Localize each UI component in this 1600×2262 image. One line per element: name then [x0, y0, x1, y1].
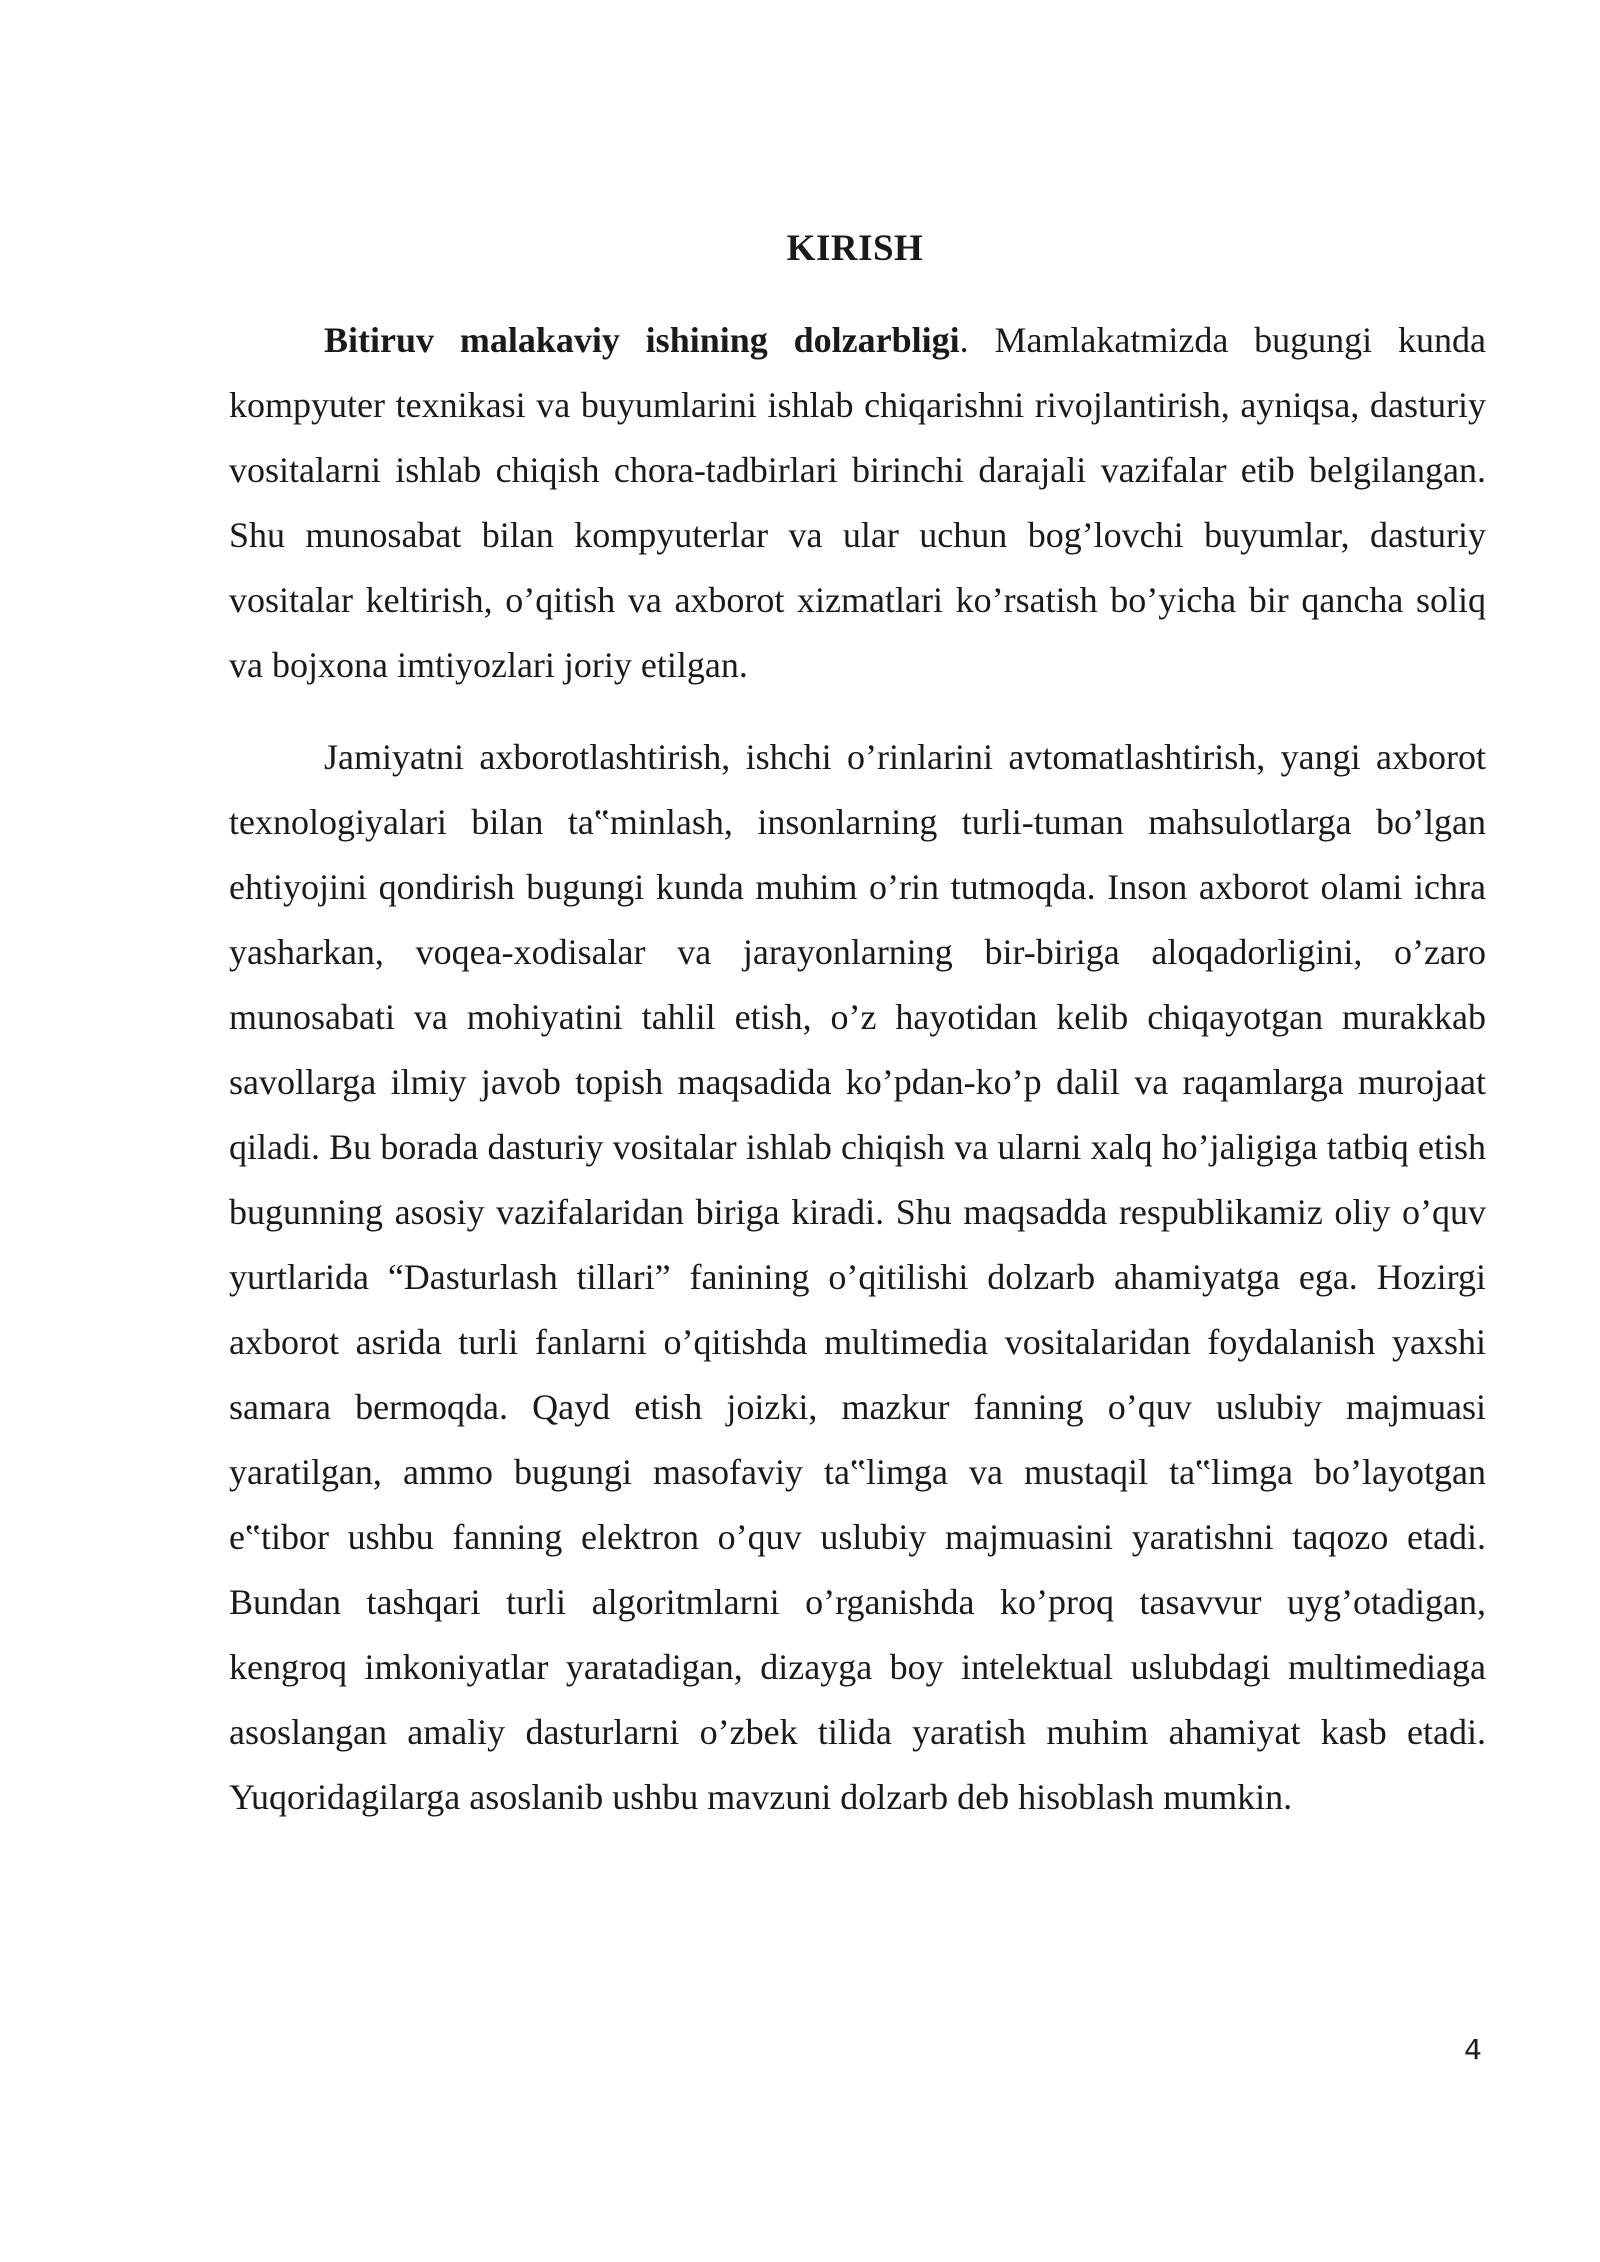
paragraph-informatization: Jamiyatni axborotlashtirish, ishchi o’rinlarini avtomatlashtirish, yangi axborot texnologiyalari bilan ta‟minlash, insonlarning turli-tuman mahsulotlarga bo’lgan ehtiyojini qondirish bugungi kunda muhim o’rin tutmoqda. Inson axborot olami ichra yasharkan, voqea-xodisalar va jarayonlarning bir-biriga aloqadorligini, o’zaro munosabati va mohiyatini tahlil etish, o’z hayotidan kelib chiqayotgan murakkab savollarga ilmiy javob topish maqsadida ko’pdan-ko’p dalil va raqamlarga murojaat qiladi. Bu borada dasturiy vositalar ishlab chiqish va ularni xalq ho’jaligiga tatbiq etish bugunning asosiy vazifalaridan biriga kiradi. Shu maqsadda respublikamiz oliy o’quv yurtlarida “Dasturlash tillari” fanining o’qitilishi dolzarb ahamiyatga ega. Hozirgi axborot asrida turli fanlarni o’qitishda multimedia vositalaridan foydalanish yaxshi samara bermoqda. Qayd etish joizki, mazkur fanning o’quv uslubiy majmuasi yaratilgan, ammo bugungi masofaviy ta‟limga va mustaqil ta‟limga bo’layotgan e‟tibor ushbu fanning elektron o’quv uslubiy majmuasini yaratishni taqozo etadi. Bundan tashqari turli algoritmlarni o’rganishda ko’proq tasavvur uyg’otadigan, kengroq imkoniyatlar yaratadigan, dizayga boy intelektual uslubdagi multimediaga asoslangan amaliy dasturlarni o’zbek tilida yaratish muhim ahamiyat kasb etadi. Yuqoridagilarga asoslanib ushbu mavzuni dolzarb deb hisoblash mumkin. — [229, 737, 1486, 1817]
paragraph-relevance-text: . Mamlakatmizda bugungi kunda kompyuter texnikasi va buyumlarini ishlab chiqarishni rivojlantirish, ayniqsa, dasturiy vositalarni ishlab chiqish chora-tadbirlari birinchi darajali vazifalar etib belgilangan. Shu munosabat bilan kompyuterlar va ular uchun bog’lovchi buyumlar, dasturiy vositalar keltirish, o’qitish va axborot xizmatlari ko’rsatish bo’yicha bir qancha soliq va bojxona imtiyozlari joriy etilgan. — [229, 320, 1486, 685]
paragraph-lead-bold: Bitiruv malakaviy ishining dolzarbligi — [324, 320, 960, 360]
paragraph-relevance — [229, 308, 1486, 698]
section-heading: KIRISH — [786, 228, 924, 269]
page-number: 4 — [1464, 2033, 1482, 2066]
